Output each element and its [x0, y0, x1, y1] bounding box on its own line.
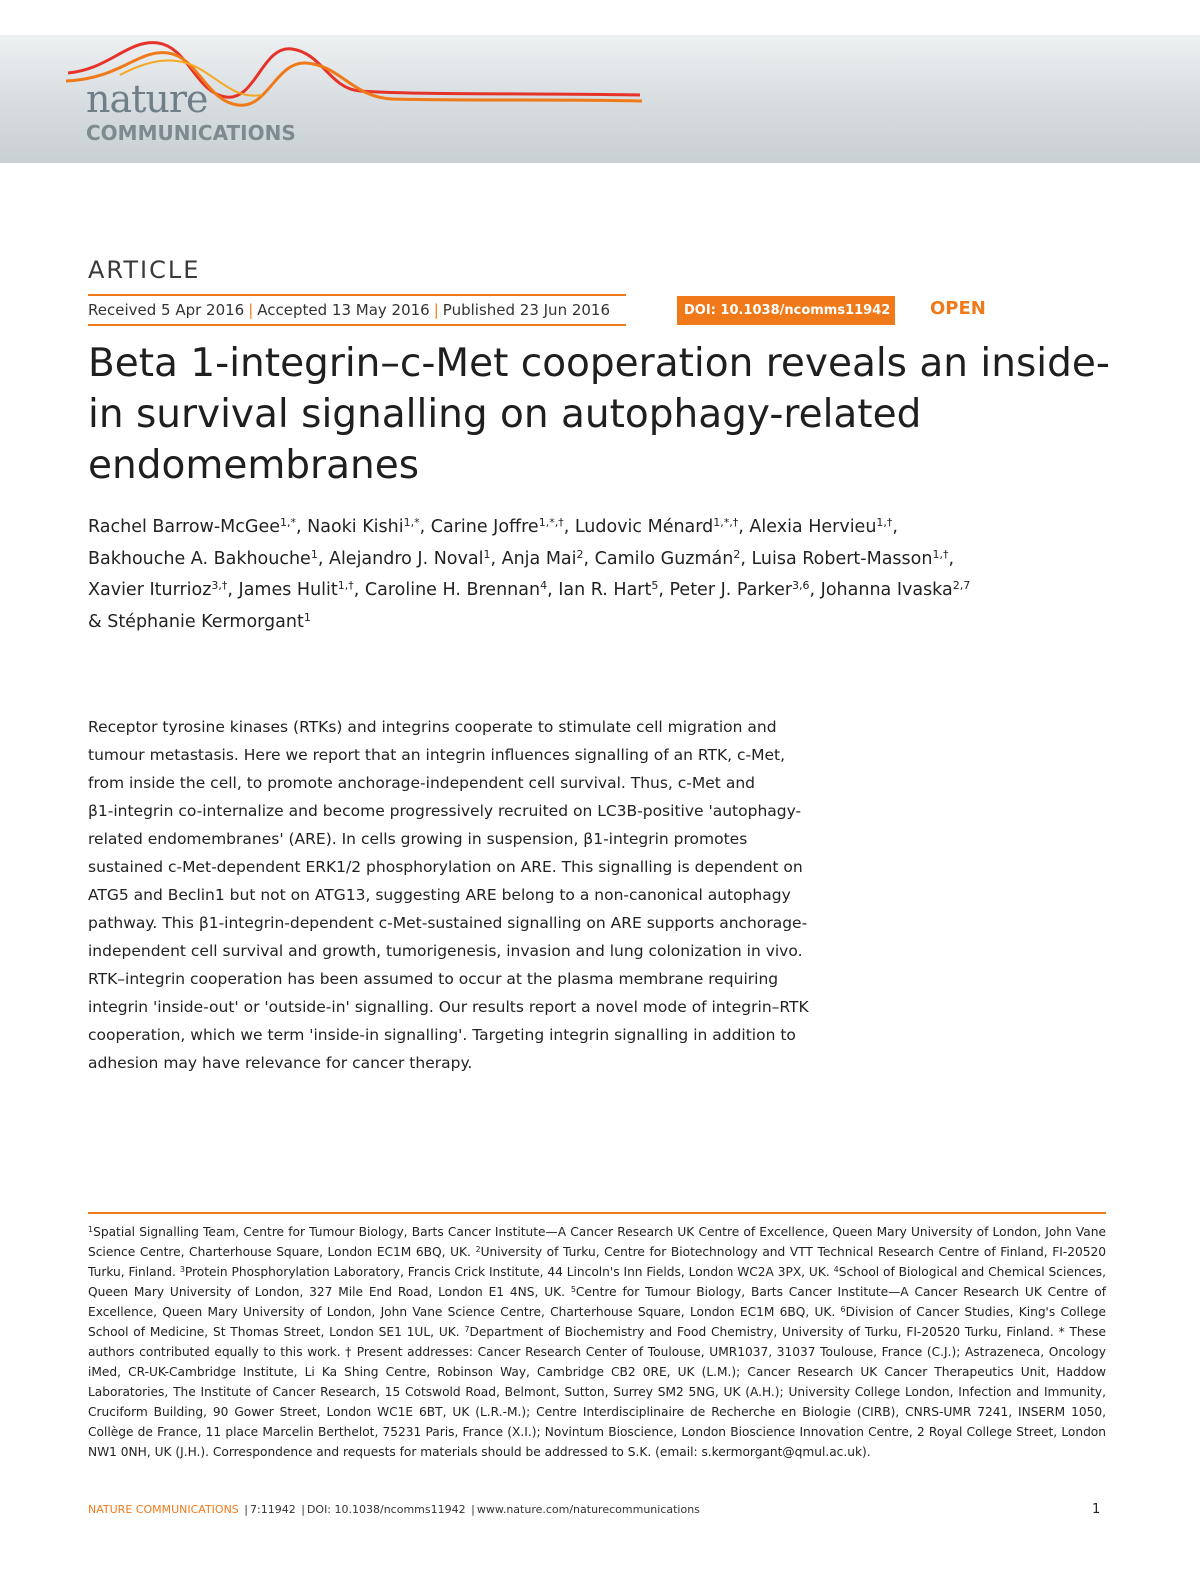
author-affiliation-marker: 2	[733, 547, 741, 561]
author-name[interactable]: Alexia Hervieu	[749, 517, 877, 537]
author-affiliation-marker: 1	[303, 610, 311, 624]
affiliation-marker: 4	[833, 1265, 839, 1274]
affiliation-marker: 6	[840, 1305, 846, 1314]
journal-header-band	[0, 35, 1200, 163]
received-date: Received 5 Apr 2016	[88, 301, 245, 319]
affiliation-text: Centre for Tumour Biology, Barts Cancer Institute—A Cancer Research UK Centre of Excellence, Queen Mary University of London, John Vane Science Centre, Charterhouse Square, London EC1M 6BQ, UK.	[88, 1285, 1106, 1319]
abstract-line: β1-integrin co-internalize and become progressively recruited on LC3B-positive 'autophagy-	[88, 802, 802, 820]
affiliation-text: Division of Cancer Studies, King's College School of Medicine, St Thomas Street, London SE1 1UL, UK.	[88, 1305, 1106, 1339]
affiliation-marker: 3	[179, 1265, 185, 1274]
author-affiliation-marker: 4	[540, 579, 548, 592]
author-name[interactable]: Xavier Iturrioz	[88, 580, 212, 600]
brand-communications-wordmark: COMMUNICATIONS	[86, 121, 296, 145]
brand-nature-wordmark: nature	[86, 77, 208, 121]
abstract-line: cooperation, which we term 'inside-in signalling'. Targeting integrin signalling in addition to	[88, 1026, 796, 1044]
author-affiliation-marker: 1,*	[403, 516, 420, 529]
date-separator: |	[433, 301, 439, 319]
author-name[interactable]: Ian R. Hart	[558, 580, 652, 600]
footer-journal-name: NATURE COMMUNICATIONS	[88, 1503, 239, 1516]
footer-url-link[interactable]: www.nature.com/naturecommunications	[476, 1503, 700, 1516]
page-footer: NATURE COMMUNICATIONS | 7:11942 | DOI: 10.1038/ncomms11942 | www.nature.com/naturecommunications	[88, 1503, 700, 1516]
abstract-line: RTK–integrin cooperation has been assumed to occur at the plasma membrane requiring	[88, 970, 779, 988]
author-name[interactable]: Camilo Guzmán	[594, 548, 734, 569]
abstract-line: from inside the cell, to promote anchorage-independent cell survival. Thus, c-Met and	[88, 774, 755, 792]
author-affiliation-marker: 2	[576, 547, 584, 561]
author-name[interactable]: Caroline H. Brennan	[364, 580, 541, 600]
abstract-line: pathway. This β1-integrin-dependent c-Met-sustained signalling on ARE supports anchorage-	[88, 914, 808, 932]
author-name[interactable]: Johanna Ivaska	[820, 580, 953, 600]
abstract	[88, 713, 817, 1077]
author-name[interactable]: Naoki Kishi	[307, 517, 404, 537]
author-name[interactable]: Alejandro J. Noval	[328, 548, 484, 569]
author-list	[88, 512, 1118, 638]
author-line-2: Bakhouche A. Bakhouche$^1$, Alejandro J. Noval$^1$, Anja Mai$^2$, Camilo Guzmán$^2$, Luisa Robert-Masson$^{1,\dagger}$,	[88, 547, 955, 569]
author-name[interactable]: Anja Mai	[501, 548, 577, 569]
affiliation-marker: 5	[570, 1285, 576, 1294]
author-name[interactable]: Ludovic Ménard	[574, 517, 714, 537]
author-name[interactable]: Bakhouche A. Bakhouche	[88, 548, 311, 569]
author-affiliation-marker: 1,†	[932, 547, 949, 561]
abstract-line: ATG5 and Beclin1 but not on ATG13, suggesting ARE belong to a non-canonical autophagy	[88, 886, 791, 904]
author-affiliation-marker: 1,*,†	[538, 516, 564, 529]
footer-doi[interactable]: DOI: 10.1038/ncomms11942	[306, 1503, 466, 1516]
footer-article-number: 7:11942	[250, 1503, 296, 1516]
abstract-line: Receptor tyrosine kinases (RTKs) and integrins cooperate to stimulate cell migration and	[88, 718, 777, 736]
abstract-line: related endomembranes' (ARE). In cells growing in suspension, β1-integrin promotes	[88, 830, 748, 848]
affiliation-text: School of Biological and Chemical Sciences, Queen Mary University of London, 327 Mile End Road, London E1 4NS, UK.	[88, 1265, 1106, 1299]
author-name[interactable]: Peter J. Parker	[669, 580, 793, 600]
affiliation-text: University of Turku, Centre for Biotechnology and VTT Technical Research Centre of Finland, FI-20520 Turku, Finland.	[88, 1245, 1106, 1279]
affiliation-marker: 1	[88, 1225, 94, 1234]
author-affiliation-marker: 1,*,†	[713, 516, 739, 529]
abstract-line: independent cell survival and growth, tumorigenesis, invasion and lung colonization in vivo.	[88, 942, 803, 960]
abstract-line: integrin 'inside-out' or 'outside-in' signalling. Our results report a novel mode of integrin–RTK	[88, 998, 809, 1016]
affiliation-text: Spatial Signalling Team, Centre for Tumour Biology, Barts Cancer Institute—A Cancer Research UK Centre of Excellence, Queen Mary University of London, John Vane Science Centre, Charterhouse Square, London EC1M 6BQ, UK.	[88, 1225, 1106, 1259]
affiliation-marker: 7	[464, 1325, 470, 1334]
author-affiliation-marker: 1,†	[337, 579, 354, 592]
abstract-line: adhesion may have relevance for cancer therapy.	[88, 1054, 473, 1072]
author-line-4	[88, 612, 311, 632]
affiliation-text: Protein Phosphorylation Laboratory, Francis Crick Institute, 44 Lincoln's Inn Fields, London WC2A 3PX, UK.	[184, 1265, 834, 1279]
affiliations-footnote	[88, 1222, 1106, 1462]
publication-dates	[88, 294, 626, 326]
author-affiliation-marker: 1	[310, 547, 318, 561]
author-affiliation-marker: 1,*	[279, 516, 296, 529]
author-affiliation-marker: 1	[483, 547, 491, 561]
author-line-1: Rachel Barrow-McGee$^{1,*}$, Naoki Kishi$^{1,*}$, Carine Joffre$^{1,*,\dagger}$, Ludovic Ménard$^{1,*,\dagger}$, Alexia Hervieu$^{1,\dagger}$,	[88, 516, 898, 537]
author-name[interactable]: James Hulit	[238, 580, 338, 600]
author-name[interactable]: Rachel Barrow-McGee	[88, 517, 280, 537]
article-title: Beta 1-integrin–c-Met cooperation reveals an inside-in survival signalling on autophagy-related endomembranes	[88, 341, 1110, 488]
abstract-line: sustained c-Met-dependent ERK1/2 phosphorylation on ARE. This signalling is dependent on	[88, 858, 803, 876]
author-affiliation-marker: 2,7	[952, 579, 971, 592]
footnote-divider	[88, 1212, 1106, 1214]
date-separator: |	[248, 301, 254, 319]
author-affiliation-marker: 3,†	[211, 579, 228, 592]
abstract-line: tumour metastasis. Here we report that an integrin influences signalling of an RTK, c-Met,	[88, 746, 786, 764]
accepted-date: Accepted 13 May 2016	[257, 301, 430, 319]
author-name[interactable]: Luisa Robert-Masson	[751, 548, 933, 569]
published-date: Published 23 Jun 2016	[442, 301, 611, 319]
doi-badge[interactable]: DOI: 10.1038/ncomms11942	[677, 296, 895, 325]
author-name[interactable]: Carine Joffre	[430, 517, 539, 537]
author-affiliation-marker: 5	[651, 579, 659, 592]
article-type-label: ARTICLE	[88, 256, 201, 284]
page-number: 1	[1092, 1502, 1101, 1517]
author-affiliation-marker: 3,6	[792, 579, 810, 592]
author-line-3: Xavier Iturrioz$^{3,\dagger}$, James Hulit$^{1,\dagger}$, Caroline H. Brennan$^4$, Ian R. Hart$^5$, Peter J. Parker$^{3,6}$, Johanna Ivaska$^{2,7}$	[88, 579, 971, 600]
open-access-label: OPEN	[930, 298, 986, 319]
affiliation-marker: 2	[475, 1245, 481, 1254]
author-name[interactable]: & Stéphanie Kermorgant	[88, 611, 304, 632]
author-affiliation-marker: 1,†	[876, 516, 893, 529]
affiliation-text: Department of Biochemistry and Food Chemistry, University of Turku, FI-20520 Turku, Finland. * These authors contributed equally to this work. † Present addresses: Cancer Research Center of Toulouse, UMR1037, 31037 Toulouse, France (C.J.); Astrazeneca, Oncology iMed, CR-UK-Cambridge Institute, Li Ka Shing Centre, Robinson Way, Cambridge CB2 0RE, UK (L.M.); Cancer Research UK Cancer Therapeutics Unit, Haddow Laboratories, The Institute of Cancer Research, 15 Cotswold Road, Belmont, Sutton, Surrey SM2 5NG, UK (A.H.); University College London, Infection and Immunity, Cruciform Building, 90 Gower Street, London WC1E 6BT, UK (L.R.-M.); Centre Interdisciplinaire de Recherche en Biologie (CIRB), CNRS-UMR 7241, INSERM 1050, Collège de France, 11 place Marcelin Berthelot, 75231 Paris, France (X.I.); Novintum Bioscience, London Bioscience Innovation Centre, 2 Royal College Street, London NW1 0NH, UK (J.H.). Correspondence and requests for materials should be addressed to S.K. (email: s.kermorgant@qmul.ac.uk).	[88, 1325, 1107, 1459]
